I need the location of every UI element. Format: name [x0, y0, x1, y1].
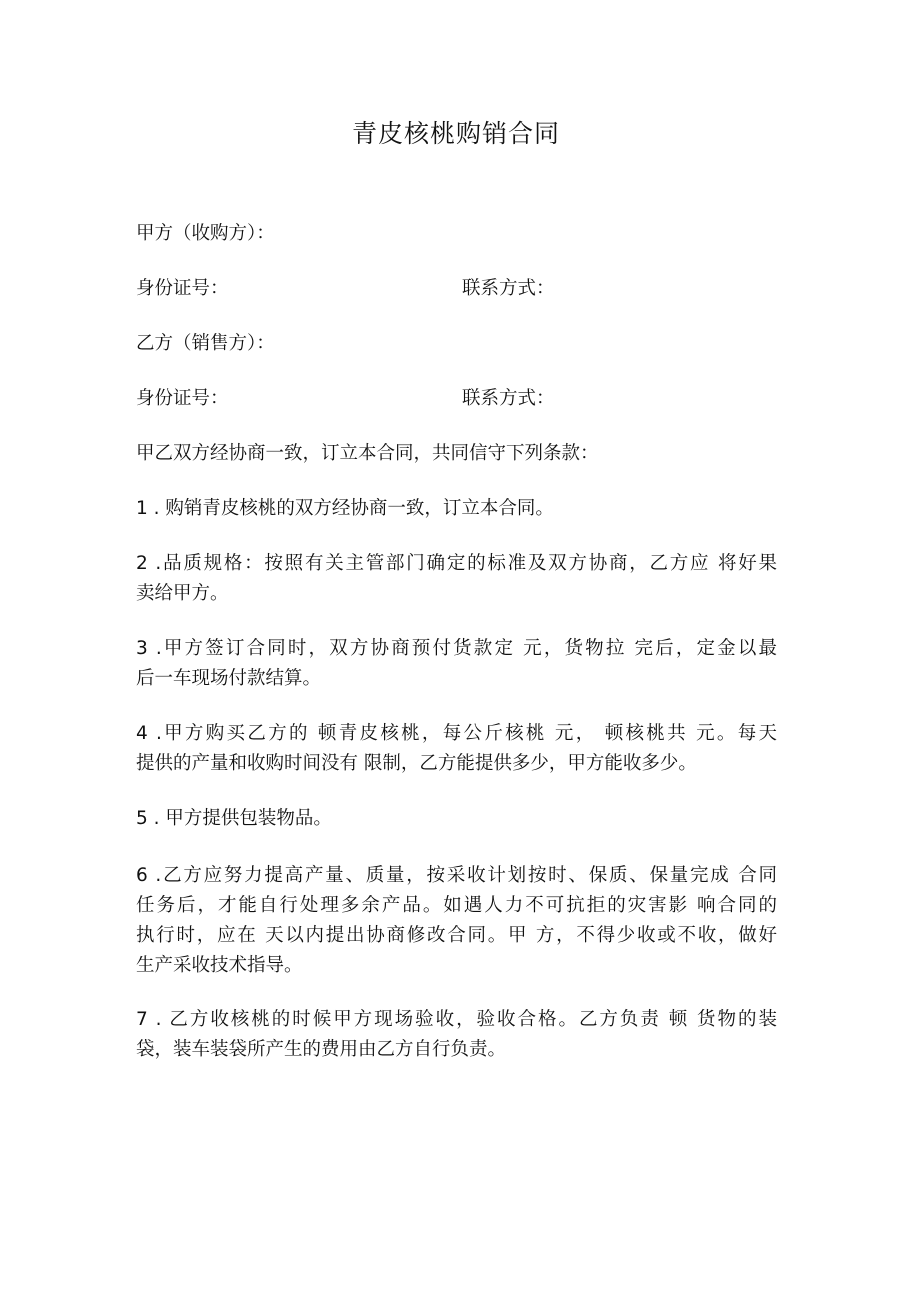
- clause-6-line-4: 生产采收技术指导。: [136, 955, 303, 976]
- clause-4: [136, 719, 777, 779]
- clause-2-line-1: 2 .品质规格：按照有关主管部门确定的标准及双方协商，乙方应 将好果: [136, 553, 777, 574]
- party-a-id-label: 身份证号：: [136, 278, 229, 299]
- document-title: 青皮核桃购销合同: [351, 119, 560, 148]
- party-b-contact-label: 联系方式：: [462, 388, 555, 409]
- clause-2-line-2: 卖给甲方。: [136, 583, 229, 604]
- clause-3-line-2: 后一车现场付款结算。: [136, 668, 322, 689]
- clause-1: [136, 494, 777, 524]
- clause-6-line-1: 6 .乙方应努力提高产量、质量，按采收计划按时、保质、保量完成 合同: [136, 865, 777, 886]
- clause-3: [136, 634, 777, 694]
- party-a-contact-label: 联系方式：: [462, 278, 555, 299]
- clause-6-line-2: 任务后，才能自行处理多余产品。如遇人力不可抗拒的灾害影 响合同的: [136, 895, 777, 916]
- clause-7: [136, 1005, 777, 1065]
- party-a-label: 甲方（收购方）：: [136, 223, 275, 244]
- clause-4-line-1: 4 .甲方购买乙方的 顿青皮核桃，每公斤核桃 元， 顿核桃共 元。每天: [136, 723, 777, 744]
- clause-5: [136, 804, 777, 834]
- clause-7-line-1: 7 . 乙方收核桃的时候甲方现场验收，验收合格。乙方负责 顿 货物的装: [136, 1009, 777, 1030]
- clause-3-line-1: 3 .甲方签订合同时，双方协商预付货款定 元，货物拉 完后，定金以最: [136, 638, 777, 659]
- intro-text: 甲乙双方经协商一致，订立本合同，共同信守下列条款：: [136, 443, 599, 464]
- clause-6-line-3: 执行时，应在 天以内提出协商修改合同。甲 方，不得少收或不收，做好: [136, 925, 777, 946]
- clause-6: [136, 861, 777, 981]
- clause-7-line-2: 袋，装车装袋所产生的费用由乙方自行负责。: [136, 1039, 507, 1060]
- clause-4-line-2: 提供的产量和收购时间没有 限制，乙方能提供多少，甲方能收多少。: [136, 753, 697, 774]
- clause-1-line-1: 1 . 购销青皮核桃的双方经协商一致，订立本合同。: [136, 498, 554, 519]
- clause-2: [136, 549, 777, 609]
- party-b-label: 乙方（销售方）：: [136, 333, 275, 354]
- party-b-id-label: 身份证号：: [136, 388, 229, 409]
- clause-5-line-1: 5 . 甲方提供包装物品。: [136, 808, 332, 829]
